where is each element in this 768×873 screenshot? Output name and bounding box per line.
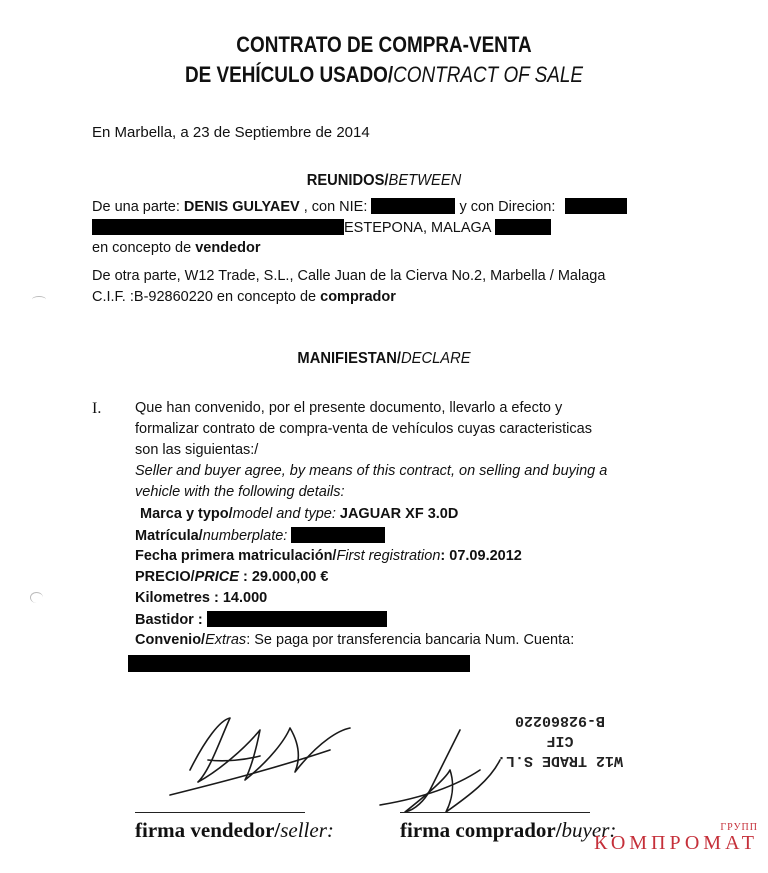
reunidos-heading: REUNIDOS/BETWEEN	[306, 172, 462, 189]
manifiestan-heading: MANIFIESTAN/DECLARE	[297, 350, 471, 367]
redaction-account	[128, 655, 470, 672]
clause-en-line-2: vehicle with the following details:	[135, 484, 345, 500]
redaction-street	[92, 219, 344, 235]
buyer-signature-label: firma comprador/buyer:	[400, 818, 617, 842]
redaction-chassis	[207, 611, 387, 627]
buyer-signature	[405, 730, 500, 812]
registration-line: Fecha primera matriculación/First registration: 07.09.2012	[135, 548, 522, 564]
buyer-line: De otra parte, W12 Trade, S.L., Calle Juan de la Cierva No.2, Marbella / Malaga	[92, 268, 606, 284]
seller-address-line: ESTEPONA, MALAGA	[92, 219, 551, 236]
plate-line: Matrícula/numberplate:	[135, 527, 385, 544]
seller-signature-line	[135, 812, 305, 813]
buyer-signature-line	[400, 812, 590, 813]
clause-number: I.	[92, 400, 102, 417]
kilometres-line: Kilometres : 14.000	[135, 590, 268, 606]
extras-line: Convenio/Extras: Se paga por transferencia bancaria Num. Cuenta:	[135, 632, 575, 648]
clause-es-line-3: son las siguientas:/	[135, 442, 259, 458]
redaction-nie	[371, 198, 455, 214]
title-line-1: CONTRATO DE COMPRA-VENTA	[236, 32, 532, 57]
chassis-line: Bastidor :	[135, 611, 387, 628]
clause-en-line-1: Seller and buyer agree, by means of this contract, on selling and buying a	[135, 463, 608, 479]
price-line: PRECIO/PRICE : 29.000,00 €	[135, 569, 329, 585]
signatures	[150, 700, 570, 820]
seller-role-line: en concepto de vendedor	[92, 240, 261, 256]
make-line: Marca y typo/model and type: JAGUAR XF 3.0D	[140, 506, 459, 522]
clause-es-line-2: formalizar contrato de compra-venta de vehículos cuyas caracteristicas	[135, 421, 592, 437]
seller-signature	[190, 718, 350, 782]
punch-mark	[32, 296, 46, 303]
redaction-address	[565, 198, 627, 214]
buyer-cif-line: C.I.F. :B-92860220 en concepto de comprador	[92, 289, 396, 305]
seller-line: De una parte: DENIS GULYAEV , con NIE: y con Direcion:	[92, 198, 627, 215]
seller-name: DENIS GULYAEV	[183, 199, 300, 215]
punch-mark	[30, 592, 43, 603]
seller-signature-label: firma vendedor/seller:	[135, 818, 334, 842]
clause-es-line-1: Que han convenido, por el presente documento, llevarlo a efecto y	[135, 400, 563, 416]
redaction-plate	[291, 527, 385, 543]
watermark-logo: ГРУПП КОМПРОМАТ	[593, 822, 758, 854]
company-stamp: W12 TRADE S.L. CIF B-92860220	[496, 712, 624, 769]
redaction-postcode	[495, 219, 551, 235]
title-line-2: DE VEHÍCULO USADO/CONTRACT OF SALE	[184, 62, 584, 87]
place-date: En Marbella, a 23 de Septiembre de 2014	[92, 124, 370, 141]
